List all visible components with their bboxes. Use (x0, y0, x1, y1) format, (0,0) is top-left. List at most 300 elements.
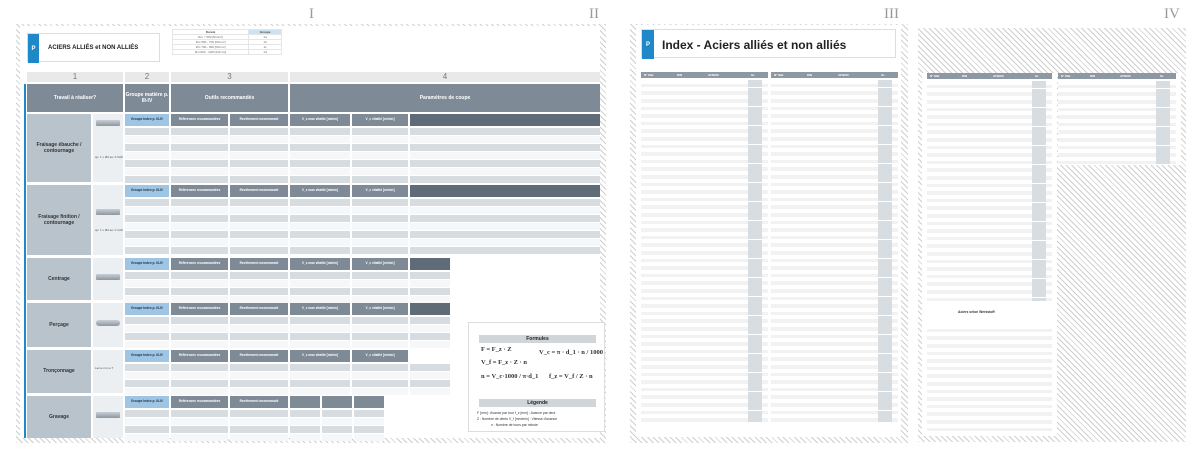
parameter-cell (171, 410, 228, 417)
col-afnor: AFNOR (993, 74, 1004, 78)
parameter-cell (352, 199, 408, 206)
vc-radius-subheader: V_c vitalité [m/min] (352, 185, 408, 197)
index-row (927, 298, 1052, 302)
parameter-cell (230, 128, 288, 135)
depth-subheader (354, 396, 384, 408)
parameter-cell (171, 136, 228, 143)
parameter-cell (290, 215, 350, 222)
center-drill-icon (96, 274, 120, 280)
parameter-cell (290, 136, 350, 143)
parameter-cell (171, 317, 228, 324)
parameter-cell (410, 296, 450, 303)
parameter-cell (290, 418, 320, 425)
parameter-cell (230, 144, 288, 151)
parameter-cell (290, 247, 350, 254)
formula-feed-speed: V_f = F_z · Z · n (481, 359, 527, 366)
vc-subheader: V_c max vitalité [m/min] (290, 114, 350, 126)
parameter-cell (230, 325, 288, 332)
hardness-cell: Rm 900 - 1200 [N/mm²] (173, 50, 249, 55)
parameter-cell (230, 231, 288, 238)
parameter-cell (230, 280, 288, 287)
parameter-cell (352, 144, 408, 151)
parameter-cell (125, 333, 169, 340)
tool-image-drilling (93, 303, 123, 347)
sheet-title: ACIERS ALLIÉS et NON ALLIÉS (48, 45, 139, 51)
formula-cutting-speed: V_c = π · d_1 · n / 1000 (539, 349, 603, 356)
parameter-cell (125, 341, 169, 348)
group-col-header: Groupe (249, 30, 282, 35)
vc-subheader: V_c max vitalité [m/min] (290, 258, 350, 270)
parameter-cell (125, 168, 169, 175)
parameter-cell (171, 215, 228, 222)
parameter-cell (230, 215, 288, 222)
parameter-cell (230, 426, 288, 433)
parameter-cell (410, 364, 450, 371)
group-cell: 1b (249, 40, 282, 45)
col-din: DIN (677, 73, 683, 77)
endmill-icon (96, 120, 120, 126)
col-din: DIN (807, 73, 813, 77)
formula-feed-per-tooth: f_z = V_f / Z · n (549, 373, 593, 380)
parameter-cell (125, 372, 169, 379)
parameter-cell (125, 380, 169, 387)
parameter-cell (290, 410, 320, 417)
parameter-cell (410, 160, 600, 167)
parameter-cell (230, 296, 288, 303)
parameter-cell (230, 288, 288, 295)
parameter-cell (125, 231, 169, 238)
hardness-cell: Rm 700 - 900 [N/mm²] (173, 45, 249, 50)
parameter-cell (290, 176, 350, 183)
hardness-cell: Rm 500 - 700 [N/mm²] (173, 40, 249, 45)
parameter-cell (125, 388, 169, 395)
parameter-cell (410, 231, 600, 238)
section-centering: Centrage (27, 258, 91, 300)
column-number-2: 2 (125, 72, 169, 82)
parameter-cell (410, 372, 450, 379)
hardness-col-header: Dureté (173, 30, 249, 35)
parameter-cell (290, 199, 350, 206)
group-subheader: Groupe Index p. III-IV (125, 258, 169, 270)
parameter-cell (410, 341, 450, 348)
parameter-cell (352, 223, 408, 230)
parameter-cell (354, 418, 384, 425)
parameter-cell (125, 317, 169, 324)
group-subheader: Groupe Index p. III-IV (125, 303, 169, 315)
parameter-cell (290, 144, 350, 151)
parameter-cell (125, 288, 169, 295)
parameter-cell (125, 434, 169, 441)
ref-subheader: Références recommandées (171, 258, 228, 270)
ref-subheader: Références recommandées (171, 114, 228, 126)
index-mid-label: Aciers selon Werkstoff (958, 310, 995, 314)
parameter-cell (171, 207, 228, 214)
group-cell (748, 418, 762, 422)
parameter-cell (410, 325, 450, 332)
coating-subheader: Revêtement recommandé (230, 350, 288, 362)
parameter-cell (125, 325, 169, 332)
parameter-cell (171, 247, 228, 254)
parameter-cell (322, 434, 352, 441)
parameter-cell (290, 380, 350, 387)
parameter-cell (125, 272, 169, 279)
vc-subheader (290, 396, 320, 408)
col-afnor: AFNOR (708, 73, 719, 77)
parameter-cell (230, 223, 288, 230)
parameter-cell (290, 160, 350, 167)
parameter-cell (352, 231, 408, 238)
parameter-cell (290, 325, 350, 332)
parameter-cell (352, 152, 408, 159)
parameter-cell (410, 280, 450, 287)
parameter-cell (125, 364, 169, 371)
endmill-icon (96, 209, 120, 215)
parameter-cell (171, 341, 228, 348)
index-col-header (641, 72, 768, 78)
parameter-cell (125, 144, 169, 151)
tool-image-parting (93, 350, 123, 393)
fz-subheader (322, 396, 352, 408)
parameter-cell (171, 296, 228, 303)
column-number-3: 3 (171, 72, 288, 82)
parameter-cell (171, 160, 228, 167)
formula-feed: F = F_z · Z (481, 346, 512, 353)
group-subheader: Groupe Index p. III-IV (125, 396, 169, 408)
parameter-cell (354, 410, 384, 417)
accent-stripe (24, 84, 26, 438)
tool-image-finishing (93, 185, 123, 255)
col-mat: N° Mat (644, 73, 654, 77)
parameter-cell (230, 272, 288, 279)
vc-radius-subheader: V_c vitalité [m/min] (352, 258, 408, 270)
parameter-cell (171, 239, 228, 246)
parameter-cell (352, 272, 408, 279)
parameter-cell (322, 410, 352, 417)
parameter-cell (410, 136, 600, 143)
legend-title: Légende (479, 399, 596, 407)
parameter-cell (171, 426, 228, 433)
parameter-cell (171, 199, 228, 206)
parameter-cell (230, 418, 288, 425)
tool-params-text: ap: 1 x Ød ae: 0.1xØ (95, 228, 123, 232)
parameter-cell (125, 410, 169, 417)
parameter-cell (171, 372, 228, 379)
parameter-cell (171, 128, 228, 135)
parameter-cell (125, 199, 169, 206)
parameter-cell (125, 426, 169, 433)
parameter-cell (125, 296, 169, 303)
parameter-cell (125, 128, 169, 135)
parameter-cell (290, 364, 350, 371)
parameter-cell (171, 144, 228, 151)
parameter-cell (410, 288, 450, 295)
parameter-cell (171, 223, 228, 230)
index-header (641, 29, 896, 58)
parameter-cell (352, 325, 408, 332)
group-cell: 1a (249, 35, 282, 40)
parameter-cell (410, 128, 600, 135)
col-mat: N° Mat (1061, 74, 1071, 78)
parameter-cell (290, 388, 350, 395)
parameter-cell (410, 247, 600, 254)
parameter-cell (410, 380, 450, 387)
group-header: Groupe matière p. III-IV (125, 84, 169, 112)
legend-line: n : Nombre de tours par minute (491, 423, 538, 427)
legend-line: F [mm] : Avance par tour f_z [mm] : Avance par dent (477, 411, 556, 415)
index-row (927, 428, 1052, 432)
parameter-cell (352, 128, 408, 135)
parameter-cell (290, 333, 350, 340)
parameter-cell (125, 280, 169, 287)
parameter-cell (125, 215, 169, 222)
parameter-cell (125, 207, 169, 214)
parameter-cell (290, 231, 350, 238)
parameter-cell (171, 380, 228, 387)
parameter-cell (171, 434, 228, 441)
index-row (1058, 161, 1176, 165)
col-afnor: AFNOR (838, 73, 849, 77)
col-group: Gr. (1160, 74, 1165, 78)
parameter-cell (352, 296, 408, 303)
parameter-cell (171, 388, 228, 395)
page-numeral-3: III (884, 6, 899, 22)
index-row (771, 418, 898, 422)
section-engraving: Gravage (27, 396, 91, 438)
parameter-cell (125, 152, 169, 159)
col-afnor: AFNOR (1120, 74, 1131, 78)
group-subheader: Groupe Index p. III-IV (125, 185, 169, 197)
parameter-cell (230, 247, 288, 254)
tool-image-engraving (93, 396, 123, 438)
index-title: Index - Aciers alliés et non alliés (662, 38, 847, 52)
page-numeral-2: II (589, 6, 599, 22)
col-group: Gr. (881, 73, 886, 77)
parameter-cell (230, 434, 288, 441)
parameter-cell (322, 426, 352, 433)
col-group: Gr. (1035, 74, 1040, 78)
group-cell (878, 418, 892, 422)
parameter-cell (171, 418, 228, 425)
parameter-cell (290, 341, 350, 348)
parameter-cell (171, 288, 228, 295)
col-mat: N° Mat (774, 73, 784, 77)
parameter-cell (410, 168, 600, 175)
parameter-cell (290, 296, 350, 303)
tool-params-text: Lame mm ≤ T (95, 366, 114, 370)
parameter-cell (410, 239, 600, 246)
hardness-table (172, 29, 282, 55)
coating-subheader: Revêtement recommandé (230, 396, 288, 408)
page-numeral-1: I (309, 6, 314, 22)
parameter-cell (410, 199, 600, 206)
feed-subheader (410, 258, 450, 270)
parameter-cell (290, 152, 350, 159)
vc-radius-subheader: V_c vitalité [m/min] (352, 114, 408, 126)
parameter-cell (171, 325, 228, 332)
parameter-cell (290, 434, 320, 441)
parameter-cell (410, 272, 450, 279)
parameter-cell (230, 341, 288, 348)
parameter-cell (410, 333, 450, 340)
category-badge: P (28, 34, 39, 63)
parameter-cell (230, 199, 288, 206)
parameter-cell (352, 341, 408, 348)
parameter-cell (352, 333, 408, 340)
parameter-cell (171, 231, 228, 238)
params-header: Paramètres de coupe (290, 84, 600, 112)
vc-subheader: V_c max vitalité [m/min] (290, 350, 350, 362)
parameter-cell (230, 410, 288, 417)
parameter-cell (290, 207, 350, 214)
parameter-cell (125, 136, 169, 143)
parameter-cell (125, 223, 169, 230)
sheet-header (27, 33, 160, 62)
parameter-cell (230, 372, 288, 379)
parameter-cell (352, 207, 408, 214)
parameter-cell (230, 317, 288, 324)
ref-subheader: Références recommandées (171, 185, 228, 197)
parameter-cell (230, 176, 288, 183)
parameter-cell (352, 247, 408, 254)
parameter-cell (230, 136, 288, 143)
parameter-cell (352, 280, 408, 287)
section-finishing: Fraisage finition / contournage (27, 185, 91, 255)
group-subheader: Groupe Index p. III-IV (125, 350, 169, 362)
parameter-cell (352, 364, 408, 371)
parameter-cell (410, 144, 600, 151)
section-drilling: Perçage (27, 303, 91, 347)
parameter-cell (171, 272, 228, 279)
tool-image-roughing (93, 114, 123, 182)
parameter-cell (352, 136, 408, 143)
parameter-cell (171, 280, 228, 287)
parameter-cell (322, 418, 352, 425)
parameter-cell (290, 168, 350, 175)
ref-subheader: Références recommandées (171, 303, 228, 315)
parameter-cell (290, 317, 350, 324)
tool-image-centering (93, 258, 123, 300)
group-cell: 1d (249, 50, 282, 55)
parameter-cell (125, 160, 169, 167)
parameter-cell (352, 160, 408, 167)
parameter-cell (125, 247, 169, 254)
feed-subheader (410, 303, 450, 315)
col-din: DIN (1090, 74, 1096, 78)
formula-box (468, 322, 605, 432)
formula-rpm: n = V_c·1000 / π·d_1 (481, 373, 539, 380)
index-row (641, 418, 768, 422)
index-col-header (927, 73, 1052, 79)
parameter-cell (230, 160, 288, 167)
parameter-cell (290, 272, 350, 279)
parameter-cell (125, 418, 169, 425)
parameter-cell (352, 317, 408, 324)
parameter-cell (230, 388, 288, 395)
work-header: Travail à réaliser? (27, 84, 123, 112)
group-cell: 1c (249, 45, 282, 50)
coating-subheader: Revêtement recommandé (230, 114, 288, 126)
section-parting: Tronçonnage (27, 350, 91, 393)
coating-subheader: Revêtement recommandé (230, 303, 288, 315)
parameter-cell (290, 426, 320, 433)
feed-subheader (410, 185, 600, 197)
group-cell (1156, 161, 1170, 165)
parameter-cell (354, 426, 384, 433)
column-number-1: 1 (27, 72, 123, 82)
coating-subheader: Revêtement recommandé (230, 185, 288, 197)
column-number-4: 4 (290, 72, 600, 82)
parameter-cell (171, 176, 228, 183)
parameter-cell (230, 168, 288, 175)
parameter-cell (171, 364, 228, 371)
vc-radius-subheader: V_c vitalité [m/min] (352, 350, 408, 362)
section-roughing: Fraisage ébauche / contournage (27, 114, 91, 182)
parameter-cell (352, 168, 408, 175)
parameter-cell (352, 176, 408, 183)
parameter-cell (230, 333, 288, 340)
parameter-cell (410, 317, 450, 324)
parameter-cell (171, 333, 228, 340)
tool-params-text: ap: 1 x Ød ae: 0.5xØ (95, 155, 123, 159)
parameter-cell (230, 207, 288, 214)
vc-subheader: V_c max vitalité [m/min] (290, 303, 350, 315)
legend-line: Z : Nombre de dents V_f [mm/min] : Vitesse d'avance (477, 417, 558, 421)
col-din: DIN (962, 74, 968, 78)
parameter-cell (352, 372, 408, 379)
parameter-cell (410, 223, 600, 230)
parameter-cell (354, 434, 384, 441)
parameter-cell (290, 288, 350, 295)
parameter-cell (125, 176, 169, 183)
drill-icon (96, 320, 120, 326)
ref-subheader: Références recommandées (171, 396, 228, 408)
parameter-cell (230, 239, 288, 246)
parameter-cell (171, 168, 228, 175)
formula-title: Formules (479, 335, 596, 343)
col-mat: N° Mat (930, 74, 940, 78)
tools-header: Outils recommandés (171, 84, 288, 112)
parameter-cell (352, 288, 408, 295)
parameter-cell (230, 380, 288, 387)
page-numeral-4: IV (1164, 6, 1180, 22)
parameter-cell (290, 128, 350, 135)
parameter-cell (290, 223, 350, 230)
vc-radius-subheader: V_c vitalité [m/min] (352, 303, 408, 315)
parameter-cell (290, 239, 350, 246)
parameter-cell (352, 388, 408, 395)
parameter-cell (352, 380, 408, 387)
category-badge: P (642, 30, 654, 59)
parameter-cell (230, 364, 288, 371)
group-cell (1032, 298, 1046, 302)
parameter-cell (290, 372, 350, 379)
hardness-cell: Rm < 500 [N/mm²] (173, 35, 249, 40)
group-subheader: Groupe Index p. III-IV (125, 114, 169, 126)
parameter-cell (410, 388, 450, 395)
parameter-cell (125, 239, 169, 246)
parameter-cell (352, 239, 408, 246)
engraving-tool-icon (96, 412, 120, 418)
parameter-cell (410, 176, 600, 183)
parameter-cell (410, 152, 600, 159)
vc-subheader: V_c max vitalité [m/min] (290, 185, 350, 197)
parameter-cell (230, 152, 288, 159)
parameter-cell (290, 280, 350, 287)
parameter-cell (352, 215, 408, 222)
index-col-header (771, 72, 898, 78)
parameter-cell (410, 207, 600, 214)
parameter-cell (410, 215, 600, 222)
